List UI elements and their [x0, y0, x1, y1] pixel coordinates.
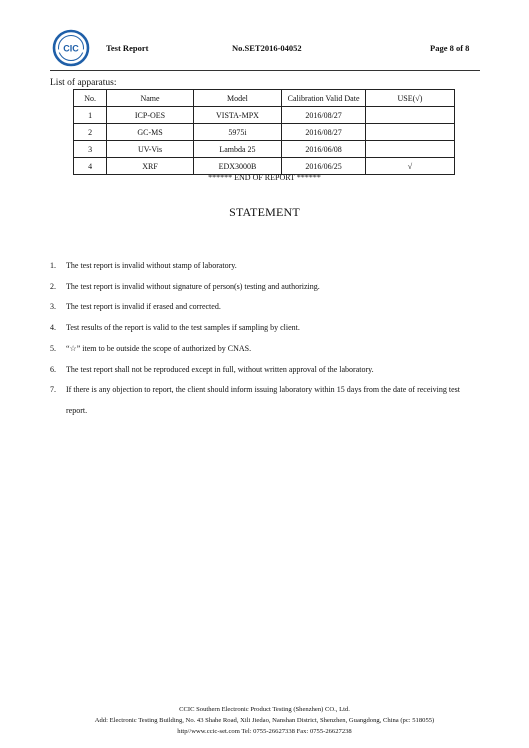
logo-text: CIC [63, 43, 79, 54]
item-number: 1. [50, 261, 56, 270]
list-item [50, 339, 460, 360]
item-number: 2. [50, 281, 56, 291]
page-number: Page 8 of 8 [430, 43, 470, 53]
column-header: USE(√) [365, 90, 454, 107]
table-cell: 2 [74, 124, 107, 141]
table-cell: 2016/06/08 [282, 141, 366, 158]
list-item [50, 318, 460, 339]
list-item [50, 256, 460, 277]
end-of-report: ****** END OF REPORT ****** [208, 173, 321, 182]
table-row [74, 141, 455, 158]
table-cell: 2016/08/27 [282, 124, 366, 141]
item-text: The test report is invalid without signature of person(s) testing and authorizing. [66, 281, 320, 291]
column-header: Calibration Valid Date [282, 90, 366, 107]
table-cell [365, 124, 454, 141]
list-item [50, 360, 460, 381]
table-cell [365, 141, 454, 158]
column-header: Model [193, 90, 282, 107]
table-cell: 5975i [193, 124, 282, 141]
table-cell: 3 [74, 141, 107, 158]
item-text: If there is any objection to report, the client should inform issuing laboratory within 15 days from the date of receiving test report. [66, 385, 460, 415]
table-header-row [74, 90, 455, 107]
table-row [74, 107, 455, 124]
column-header: Name [107, 90, 193, 107]
report-number: No.SET2016-04052 [232, 43, 302, 53]
item-number: 6. [50, 364, 56, 374]
table-cell [365, 107, 454, 124]
table-row [74, 158, 455, 175]
footer-address: Add: Electronic Testing Building, No. 43 Shahe Road, Xili Jiedao, Nanshan District, Shenzhen, Guangdong, China (pc: 518055) [94, 717, 435, 724]
apparatus-label: List of apparatus: [50, 78, 117, 88]
statement-title: STATEMENT [229, 205, 300, 219]
item-number: 3. [50, 302, 56, 312]
table-cell: ICP-OES [107, 107, 193, 124]
item-number: 5. [50, 343, 56, 353]
list-item [50, 277, 460, 298]
list-item [50, 297, 460, 318]
table-cell: 1 [74, 107, 107, 124]
item-text: The test report shall not be reproduced except in full, without written approval of the laboratory. [66, 364, 374, 374]
table-cell: 4 [74, 158, 107, 175]
item-number: 7. [50, 385, 56, 395]
statement-list [50, 256, 460, 422]
column-header: No. [74, 90, 107, 107]
table-cell: UV-Vis [107, 141, 193, 158]
item-text: “☆” item to be outside the scope of authorized by CNAS. [66, 343, 252, 353]
cic-logo-icon [52, 29, 90, 67]
apparatus-table [73, 89, 455, 175]
footer-contact: http//www.ccic-set.com Tel: 0755-26627338 Fax: 0755-26627238 [177, 728, 352, 735]
report-title: Test Report [106, 43, 149, 53]
item-text: The test report is invalid without stamp of laboratory. [66, 261, 237, 270]
table-cell: GC-MS [107, 124, 193, 141]
item-number: 4. [50, 323, 56, 333]
table-cell: XRF [107, 158, 193, 175]
item-text: The test report is invalid if erased and corrected. [66, 302, 221, 312]
check-mark: √ [365, 158, 454, 175]
table-cell: 2016/06/25 [282, 158, 366, 175]
header-divider [50, 70, 480, 71]
table-cell: 2016/08/27 [282, 107, 366, 124]
item-text: Test results of the report is valid to the test samples if sampling by client. [66, 323, 300, 333]
table-cell: EDX3000B [193, 158, 282, 175]
table-row [74, 124, 455, 141]
table-cell: Lambda 25 [193, 141, 282, 158]
table-cell: VISTA-MPX [193, 107, 282, 124]
list-item [50, 380, 460, 421]
footer-company: CCIC Southern Electronic Product Testing (Shenzhen) CO., Ltd. [179, 706, 350, 713]
